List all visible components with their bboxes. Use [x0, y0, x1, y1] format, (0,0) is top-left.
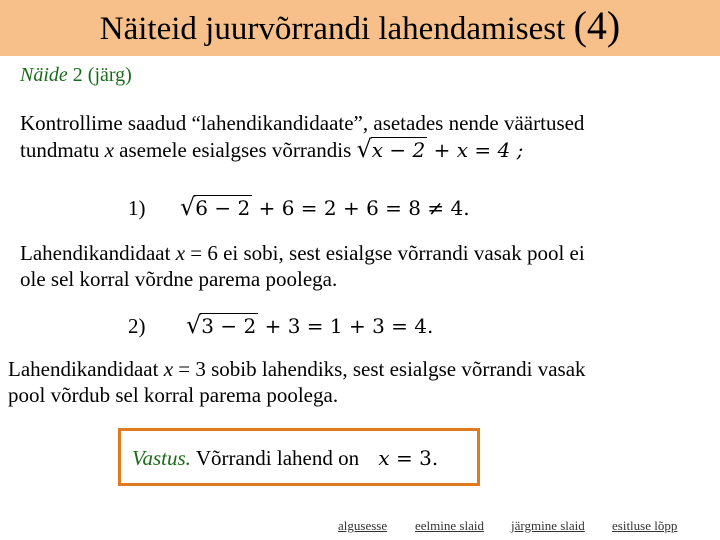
nav-prev-link[interactable]: eelmine slaid	[415, 518, 484, 533]
nav-start-link[interactable]: algusesse	[338, 518, 388, 533]
variable-x: x	[104, 138, 114, 162]
conclusion-2-line-1: Lahendikandidaat x = 3 sobib lahendiks, sest esialgse võrrandi vasak	[8, 357, 586, 381]
example-label: Näide	[20, 64, 68, 86]
answer-label: Vastus.	[132, 446, 191, 470]
equation-rest: + 6 = 2 + 6 = 8 ≠ 4.	[252, 196, 470, 220]
radicand: 3 − 2	[201, 314, 257, 338]
check-1-equation	[180, 194, 470, 221]
conclusion-1-line-2: ole sel korral võrdne parema poolega.	[20, 267, 338, 291]
check-2-equation	[186, 312, 433, 339]
radicand: x − 2	[371, 138, 426, 162]
conclusion-2	[8, 356, 586, 408]
answer-text	[132, 446, 438, 471]
page-title	[0, 3, 720, 49]
nav-end-link[interactable]: esitluse lõpp	[612, 518, 678, 533]
variable-x: x	[163, 357, 174, 381]
title-text: Näiteid juurvõrrandi lahendamisest	[99, 11, 566, 47]
conclusion-2-line-2: pool võrdub sel korral parema poolega.	[8, 383, 339, 407]
sqrt-expression: √3 − 2	[186, 311, 257, 339]
check-2-label: 2)	[128, 314, 146, 338]
intro-line-2: tundmatu x asemele esialgses võrrandis √x − 2 + x = 4 ;	[20, 135, 524, 163]
answer-equation: x = 3.	[378, 446, 439, 470]
example-subtitle	[20, 64, 132, 87]
variable-x: x	[175, 241, 186, 265]
conclusion-1-line-1: Lahendikandidaat x = 6 ei sobi, sest esialgse võrrandi vasak pool ei	[20, 241, 585, 265]
nav-next-link[interactable]: järgmine slaid	[511, 518, 585, 533]
conclusion-1	[20, 240, 585, 292]
answer-phrase: Võrrandi lahend on	[195, 446, 360, 470]
check-1-label: 1)	[128, 196, 146, 220]
equation-rest: + 3 = 1 + 3 = 4.	[258, 314, 434, 338]
example-number: 2 (järg)	[72, 64, 132, 86]
equation-rest: + x = 4 ;	[427, 138, 524, 162]
sqrt-expression: √x − 2	[356, 135, 426, 163]
intro-paragraph	[20, 110, 584, 163]
sqrt-expression: √6 − 2	[180, 193, 251, 221]
intro-line-1: Kontrollime saadud “lahendikandidaate”, asetades nende väärtused	[20, 111, 585, 135]
original-equation	[356, 135, 524, 163]
title-number: (4)	[573, 3, 621, 48]
radicand: 6 − 2	[195, 196, 251, 220]
